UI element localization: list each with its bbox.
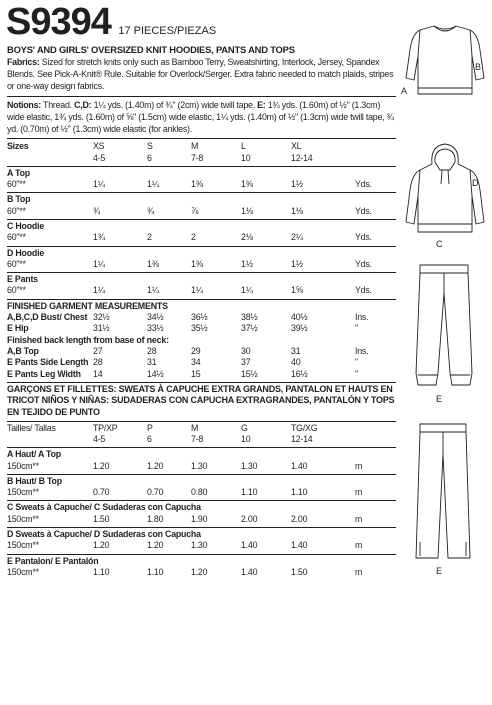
yardage-view-name: B Haut/ B Top [7,475,62,486]
divider [7,554,396,555]
divider [7,246,396,247]
yardage-value: 1⅜ [191,179,203,190]
yardage-value: 1.10 [291,487,308,498]
size-col: G [241,422,248,433]
measurement-value: 14 [93,368,103,379]
yardage-view-name: D Sweats à Capuche/ D Sudaderas con Capucha [7,529,201,540]
fabric-width: 60"** [7,179,26,190]
size-col: XS [93,141,105,152]
yardage-row [7,232,396,243]
yardage-value: 1½ [291,179,303,190]
divider [7,527,396,528]
yardage-row [7,259,396,270]
divider [7,447,396,448]
yardage-value: 1.40 [291,540,308,551]
measurement-value: 36½ [191,312,208,323]
pattern-header [6,2,401,42]
yardage-value: 1⅛ [291,205,303,216]
size-range: 10 [241,152,251,163]
figure-label-e-straight: E [436,566,443,576]
figure-label-c: C [436,239,443,249]
fabric-width: 60"** [7,285,26,296]
notions-text-3: 1¾ yds. (1.60m) of ½" (1.3cm) wide elastic, 1¾ yds. (1.60m) of ⅝" (1.5cm) wide elastic, 1¼ yds. (1.40m) of ½" (1.3cm) wide twill tape, ¾ yd. (0.70m) of ½" (1.3cm) wide elastic (for ankles). [7,99,394,135]
sizes-range-row [7,153,396,164]
fabric-width: 150cm** [7,487,39,498]
yardage-value: 1.20 [147,540,164,551]
size-range: 4-5 [93,152,106,163]
yardage-unit: m [355,460,363,471]
measurement-value: 34½ [147,312,164,323]
divider [7,421,396,422]
yardage-value: 2.00 [291,513,308,524]
back-length-measurements [7,346,396,380]
size-range: 6 [147,433,152,444]
yardage-value: 2⅛ [241,232,253,243]
figure-label-e-joggers: E [436,394,443,404]
measurement-value: 28 [147,345,157,356]
figure-label-b: B [475,62,482,72]
measurement-unit: " [355,323,358,334]
yardage-value: 1.50 [93,513,110,524]
measurement-row [7,323,396,334]
size-range: 12-14 [291,152,313,163]
divider [7,219,396,220]
yardage-table-fr [7,449,396,578]
yardage-row [7,179,396,190]
measurement-value: 15½ [241,368,258,379]
yardage-value: 1⅜ [147,258,159,269]
pattern-title: BOYS' AND GIRLS' OVERSIZED KNIT HOODIES, PANTS AND TOPS [7,44,295,55]
yardage-unit: Yds. [355,232,372,243]
size-col: S [147,141,153,152]
measurement-value: 31 [291,345,301,356]
yardage-value: 1.20 [93,540,110,551]
fabric-width: 150cm** [7,540,39,551]
yardage-value: 1½ [241,258,253,269]
notions-cd-label: C,D: [74,99,92,110]
size-col: L [241,141,246,152]
yardage-value: 1.30 [191,460,208,471]
finished-measurements [7,312,396,335]
size-col: M [191,141,199,152]
yardage-view-name: C Sweats à Capuche/ C Sudaderas con Capucha [7,502,201,513]
yardage-value: 1¼ [147,285,159,296]
notions-paragraph [7,99,396,136]
yardage-value: 1.20 [93,460,110,471]
yardage-value: 1.40 [291,460,308,471]
pattern-info-column [7,44,396,578]
yardage-value: 2.00 [241,513,258,524]
measurement-unit: " [355,357,358,368]
measurement-label: E Hip [7,323,29,334]
yardage-value: 1.20 [147,460,164,471]
divider [7,138,396,139]
sizes-header-row [7,141,396,152]
measurement-unit: Ins. [355,345,369,356]
yardage-row [7,567,396,578]
notions-e-label: E: [257,99,266,110]
measurement-row [7,346,396,357]
divider [7,474,396,475]
yardage-value: 1⅜ [241,179,253,190]
yardage-value: ¾ [93,205,101,216]
yardage-value: ¾ [147,205,155,216]
yardage-unit: Yds. [355,258,372,269]
measurement-value: 38½ [241,312,258,323]
yardage-value: 1.30 [191,540,208,551]
yardage-value: 1⅛ [241,205,253,216]
size-range: 4-5 [93,433,106,444]
divider [7,382,396,383]
yardage-view-name: E Pants [7,274,38,285]
tailles-label: Tailles/ Tallas [7,422,56,433]
yardage-value: 2 [147,232,152,243]
measurement-value: 30 [241,345,251,356]
french-spanish-title: GARÇONS ET FILLETTES: SWEATS À CAPUCHE EXTRA GRANDS, PANTALON ET HAUTS EN TRICOT NIÑOS Y NIÑAS: SUDADERAS CON CAPUCHA EXTRAGRANDES, PANTALÓN Y TOPS EN TEJIDO DE PUNTO [7,383,395,418]
yardage-row [7,540,396,551]
yardage-value: 1⅜ [191,258,203,269]
measurement-unit: " [355,368,358,379]
measurement-row [7,369,396,380]
figure-label-a: A [401,86,408,96]
yardage-row [7,461,396,472]
yardage-value: 1¼ [241,285,253,296]
measurement-value: 32½ [93,312,110,323]
yardage-value: 1¼ [191,285,203,296]
yardage-value: 1¾ [93,232,105,243]
yardage-unit: m [355,487,363,498]
tailles-header-row [7,423,396,434]
size-col: P [147,422,153,433]
size-col: M [191,422,199,433]
yardage-row [7,514,396,525]
yardage-unit: Yds. [355,205,372,216]
measurement-value: 37 [241,357,251,368]
jogger-pants-sketch-e [414,263,474,391]
measurement-label: A,B Top [7,345,39,356]
yardage-view-name: D Hoodie [7,247,45,258]
size-range: 7-8 [191,152,204,163]
yardage-value: 1.40 [241,566,258,577]
yardage-value: 1½ [291,258,303,269]
divider [7,192,396,193]
measurement-value: 40½ [291,312,308,323]
yardage-value: 1¼ [93,285,105,296]
notions-text-2: 1¼ yds. (1.40m) of ¾" (2cm) wide twill tape. [91,99,258,110]
divider [7,272,396,273]
hoodie-sketch-c-d [404,140,486,240]
yardage-unit: Yds. [355,285,372,296]
fabrics-text: Sized for stretch knits only such as Bamboo Terry, Sweatshirting, Interlock, Jersey, Spandex Blends. See Pick-A-Knit® Rule. Suitable for Overlock/Serger. Extra fabric needed to match plaids, stripes or one-way design fabrics. [7,57,394,92]
size-range: 10 [241,433,251,444]
size-col: TG/XG [291,422,318,433]
measurement-value: 29 [191,345,201,356]
yardage-unit: m [355,540,363,551]
yardage-value: 0.80 [191,487,208,498]
yardage-value: 2¼ [291,232,303,243]
measurement-row [7,312,396,323]
fabric-width: 60"** [7,232,26,243]
measurement-value: 33½ [147,323,164,334]
size-range: 7-8 [191,433,204,444]
measurement-value: 31½ [93,323,110,334]
sizes-label: Sizes [7,141,29,152]
yardage-value: 1.10 [93,566,110,577]
measurement-value: 40 [291,357,301,368]
measurement-value: 31 [147,357,157,368]
yardage-value: 1.90 [191,513,208,524]
fabric-width: 150cm** [7,566,39,577]
yardage-value: 1¼ [147,179,159,190]
measurement-unit: Ins. [355,312,369,323]
notions-label: Notions: [7,99,41,110]
yardage-value: 1.50 [291,566,308,577]
divider [7,299,396,300]
measurement-value: 34 [191,357,201,368]
measurement-value: 37½ [241,323,258,334]
yardage-value: 1.10 [241,487,258,498]
measurement-value: 16½ [291,368,308,379]
divider [7,96,396,97]
fabric-width: 60"** [7,205,26,216]
yardage-value: 2 [191,232,196,243]
fabric-width: 60"** [7,258,26,269]
yardage-row [7,206,396,217]
yardage-value: 1.40 [241,540,258,551]
size-col: TP/XP [93,422,118,433]
yardage-value: 1¼ [93,258,105,269]
yardage-row [7,285,396,296]
pieces-count: 17 PIECES/PIEZAS [118,25,217,37]
fabrics-paragraph [7,56,396,93]
yardage-value: 1.30 [241,460,258,471]
yardage-value: 1.80 [147,513,164,524]
size-range: 6 [147,152,152,163]
notions-text-1: Thread. [41,99,75,110]
yardage-value: 0.70 [93,487,110,498]
yardage-value: 1.20 [191,566,208,577]
top-sketch-a-b [404,20,486,100]
yardage-table-en [7,168,396,297]
fabric-width: 150cm** [7,460,39,471]
yardage-view-name: C Hoodie [7,221,45,231]
yardage-value: ⅞ [191,205,199,216]
divider [7,500,396,501]
finished-title: FINISHED GARMENT MEASUREMENTS [7,300,168,311]
yardage-unit: m [355,566,363,577]
yardage-value: 1⅝ [291,285,303,296]
tailles-range-row [7,434,396,445]
yardage-unit: m [355,513,363,524]
yardage-view-name: A Haut/ A Top [7,449,61,460]
fabrics-label: Fabrics: [7,57,40,67]
size-col: XL [291,141,302,152]
straight-pants-sketch-e [412,422,474,560]
yardage-unit: Yds. [355,179,372,190]
measurement-label: A,B,C,D Bust/ Chest [7,312,88,323]
measurement-value: 14½ [147,368,164,379]
size-range: 12-14 [291,433,313,444]
measurement-label: E Pants Leg Width [7,368,81,379]
figure-label-d: D [472,178,479,188]
yardage-value: 0.70 [147,487,164,498]
fabric-width: 150cm** [7,513,39,524]
pattern-number: S9394 [6,1,111,43]
measurement-value: 35½ [191,323,208,334]
yardage-view-name: E Pantalon/ E Pantalón [7,555,99,566]
yardage-view-name: B Top [7,194,31,205]
yardage-view-name: A Top [7,167,30,178]
yardage-value: 1.10 [147,566,164,577]
measurement-row [7,357,396,368]
yardage-value: 1¼ [93,179,105,190]
measurement-value: 15 [191,368,201,379]
measurement-value: 39½ [291,323,308,334]
measurement-value: 27 [93,345,103,356]
measurement-value: 28 [93,357,103,368]
divider [7,166,396,167]
measurement-label: E Pants Side Length [7,357,89,368]
back-length-title: Finished back length from base of neck: [7,334,169,345]
yardage-row [7,487,396,498]
